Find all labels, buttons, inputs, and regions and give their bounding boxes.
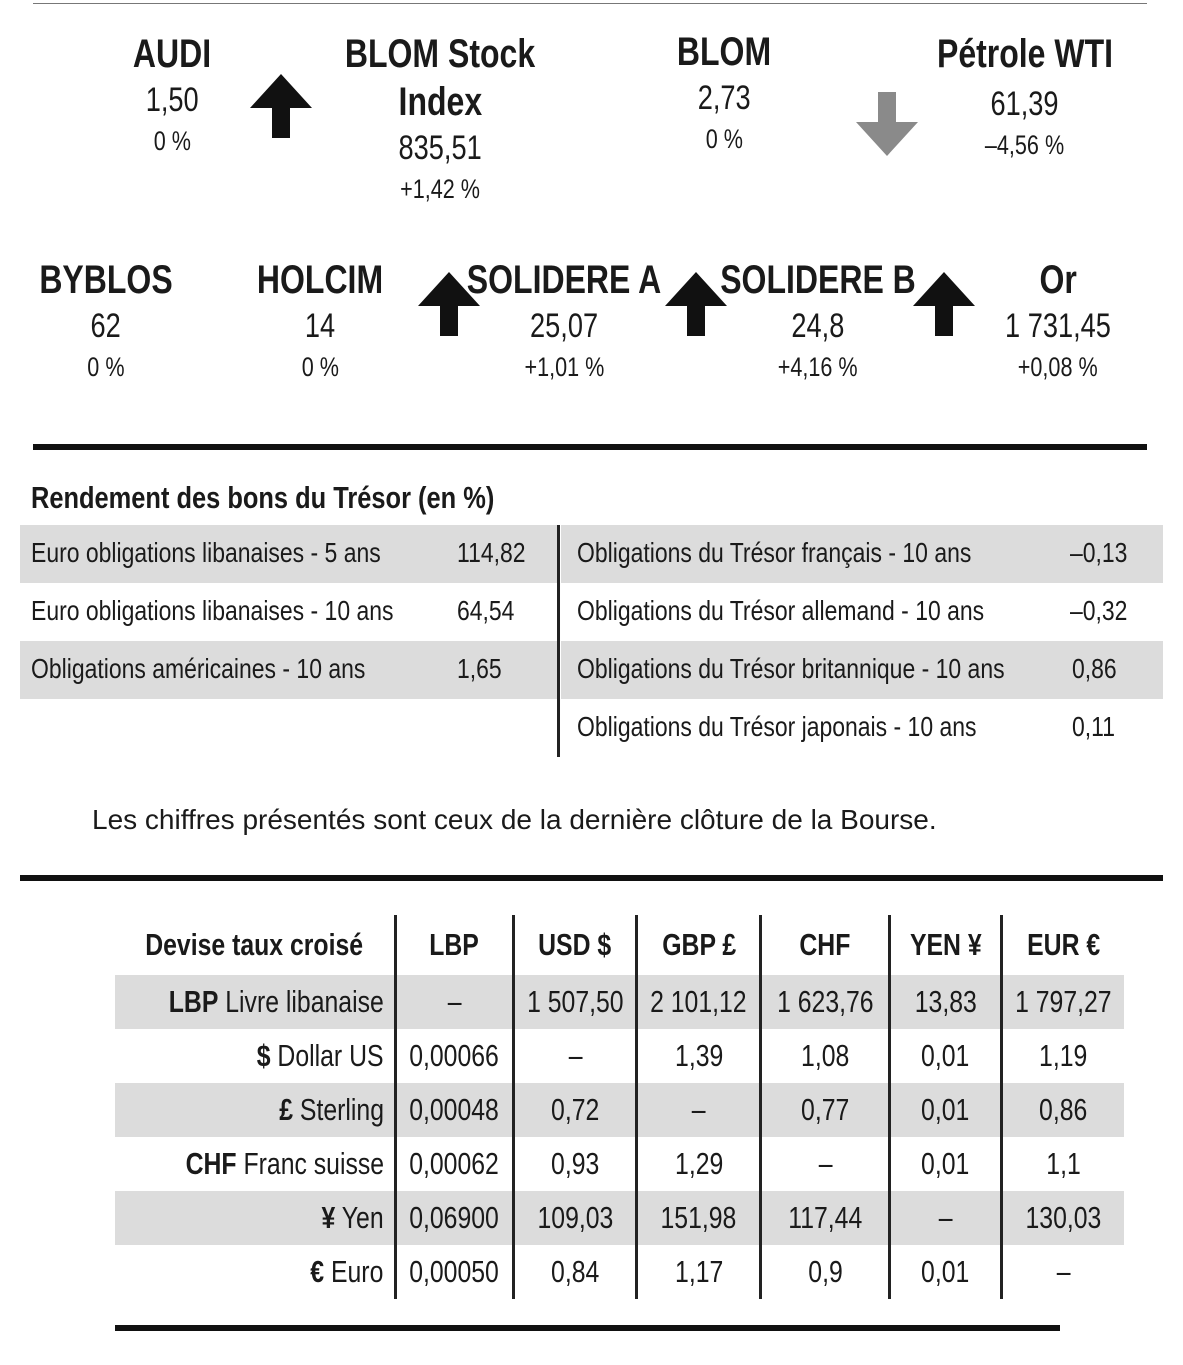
bond-label: Obligations américaines - 10 ans <box>31 653 366 684</box>
ticker-value: 2,73 <box>697 79 751 117</box>
fx-cell: 1,29 <box>637 1137 761 1191</box>
bond-value: 0,86 <box>1072 653 1117 684</box>
fx-header-cell: LBP <box>395 915 513 975</box>
ticker-change: 0 % <box>301 352 339 382</box>
ticker-value: 24,8 <box>791 307 845 345</box>
table-bottom-rule <box>115 1325 1060 1331</box>
ticker-change: –4,56 % <box>985 130 1065 160</box>
ticker-solidere-b <box>696 256 940 386</box>
fx-cell: 1,17 <box>637 1245 761 1299</box>
fx-cell: 1,1 <box>1002 1137 1124 1191</box>
fx-cell: 1,08 <box>761 1029 890 1083</box>
fx-cell: 0,72 <box>513 1083 637 1137</box>
fx-cell: 0,00062 <box>395 1137 513 1191</box>
fx-row-label: ¥ Yen <box>115 1191 395 1245</box>
fx-cell: 0,9 <box>761 1245 890 1299</box>
fx-cell: – <box>395 975 513 1029</box>
bond-value: –0,32 <box>1070 595 1128 626</box>
ticker-value: 61,39 <box>990 85 1060 123</box>
ticker-change: +1,42 % <box>400 174 480 204</box>
up-arrow-icon <box>913 272 975 336</box>
fx-header-cell: YEN ¥ <box>890 915 1002 975</box>
fx-row-label: CHF Franc suisse <box>185 1146 384 1181</box>
up-arrow-icon <box>250 74 312 138</box>
fx-cell: – <box>890 1191 1002 1245</box>
bond-label: Obligations du Trésor japonais - 10 ans <box>577 711 977 742</box>
fx-cell: 1 507,50 <box>513 975 637 1029</box>
fx-cell: 0,00050 <box>395 1245 513 1299</box>
ticker-value: 62 <box>90 307 122 345</box>
ticker-solidere-a <box>443 256 686 386</box>
bond-value: 114,82 <box>457 537 526 568</box>
bond-label: Obligations du Trésor britannique - 10 ans <box>577 653 1005 684</box>
ticker-name: Or <box>1039 258 1077 302</box>
ticker-name: BYBLOS <box>39 258 173 302</box>
fx-cell: 13,83 <box>890 975 1002 1029</box>
table-row <box>115 1029 1124 1083</box>
fx-cell: 0,00048 <box>395 1083 513 1137</box>
bond-value: 64,54 <box>457 595 515 626</box>
fx-cell: 0,00066 <box>395 1029 513 1083</box>
fx-row-label: € Euro <box>310 1254 384 1289</box>
ticker-value: 835,51 <box>398 129 482 167</box>
ticker-name: BLOM Stock <box>344 32 536 76</box>
bond-value: 0,11 <box>1072 711 1115 742</box>
ticker-change: 0 % <box>705 124 743 154</box>
table-row <box>115 975 1124 1029</box>
fx-cell: 1 623,76 <box>761 975 890 1029</box>
ticker-change: 0 % <box>153 126 191 156</box>
table-row <box>115 1191 1124 1245</box>
ticker-change: 0 % <box>87 352 125 382</box>
ticker-blom-stock-index <box>321 30 559 208</box>
fx-cell: 0,01 <box>890 1083 1002 1137</box>
section-rule <box>20 875 1163 881</box>
fx-cell: 2 101,12 <box>637 975 761 1029</box>
fx-cross-rates-table <box>115 915 1124 1299</box>
ticker-change: +4,16 % <box>778 352 858 382</box>
fx-header-cell: EUR € <box>1002 915 1124 975</box>
fx-cell: – <box>1002 1245 1124 1299</box>
bond-label: Obligations du Trésor allemand - 10 ans <box>577 595 985 626</box>
ticker-or <box>992 256 1124 386</box>
ticker-value: 1,50 <box>145 81 199 119</box>
bond-label: Euro obligations libanaises - 5 ans <box>31 537 381 568</box>
top-rule <box>33 3 1147 4</box>
fx-cell: – <box>513 1029 637 1083</box>
bond-value: 1,65 <box>457 653 502 684</box>
bonds-column-divider <box>557 525 560 757</box>
fx-cell: 1 797,27 <box>1002 975 1124 1029</box>
ticker-change: +1,01 % <box>524 352 604 382</box>
fx-cell: 130,03 <box>1002 1191 1124 1245</box>
fx-cell: 0,01 <box>890 1029 1002 1083</box>
ticker-name: HOLCIM <box>256 258 384 302</box>
bond-label: Euro obligations libanaises - 10 ans <box>31 595 394 626</box>
down-arrow-icon <box>856 92 918 156</box>
bonds-title: Rendement des bons du Trésor (en %) <box>31 480 495 515</box>
ticker-petrole-wti <box>915 30 1135 164</box>
fx-header-row <box>115 915 1124 975</box>
ticker-holcim <box>241 256 399 386</box>
fx-cell: 0,77 <box>761 1083 890 1137</box>
fx-row-label: $ Dollar US <box>256 1038 384 1073</box>
fx-cell: – <box>761 1137 890 1191</box>
footnote: Les chiffres présentés sont ceux de la dernière clôture de la Bourse. <box>92 804 937 835</box>
ticker-audi <box>123 30 221 160</box>
fx-header-cell: CHF <box>761 915 890 975</box>
ticker-name: BLOM <box>676 30 772 74</box>
fx-cell: 0,86 <box>1002 1083 1124 1137</box>
ticker-name: AUDI <box>132 32 212 76</box>
fx-cell: 151,98 <box>637 1191 761 1245</box>
fx-cell: 0,01 <box>890 1245 1002 1299</box>
ticker-change: +0,08 % <box>1018 352 1098 382</box>
fx-cell: – <box>637 1083 761 1137</box>
fx-row-label: £ Sterling <box>115 1083 395 1137</box>
ticker-name-line2: Index <box>398 80 482 124</box>
table-row <box>115 1245 1124 1299</box>
ticker-blom <box>665 28 783 158</box>
fx-row-label: LBP Livre libanaise <box>115 975 395 1029</box>
ticker-value: 14 <box>304 307 336 345</box>
fx-cell: 0,93 <box>513 1137 637 1191</box>
bond-label: Obligations du Trésor français - 10 ans <box>577 537 972 568</box>
section-rule <box>33 444 1147 450</box>
ticker-byblos <box>23 256 190 386</box>
fx-cell: 1,39 <box>637 1029 761 1083</box>
fx-cell: 117,44 <box>761 1191 890 1245</box>
fx-cell: 0,06900 <box>395 1191 513 1245</box>
fx-cell: 1,19 <box>1002 1029 1124 1083</box>
table-row <box>115 1083 1124 1137</box>
ticker-name: Pétrole WTI <box>936 32 1114 76</box>
ticker-value: 1 731,45 <box>1005 307 1111 345</box>
table-row <box>115 1137 1124 1191</box>
ticker-name: SOLIDERE B <box>720 258 916 302</box>
ticker-name: SOLIDERE A <box>466 258 662 302</box>
fx-header-cell: GBP £ <box>637 915 761 975</box>
bond-value: –0,13 <box>1070 537 1128 568</box>
fx-cell: 109,03 <box>513 1191 637 1245</box>
ticker-value: 25,07 <box>529 307 599 345</box>
fx-header-cell: USD $ <box>513 915 637 975</box>
fx-cell: 0,84 <box>513 1245 637 1299</box>
fx-header-cell: Devise taux croisé <box>145 927 364 962</box>
fx-cell: 0,01 <box>890 1137 1002 1191</box>
